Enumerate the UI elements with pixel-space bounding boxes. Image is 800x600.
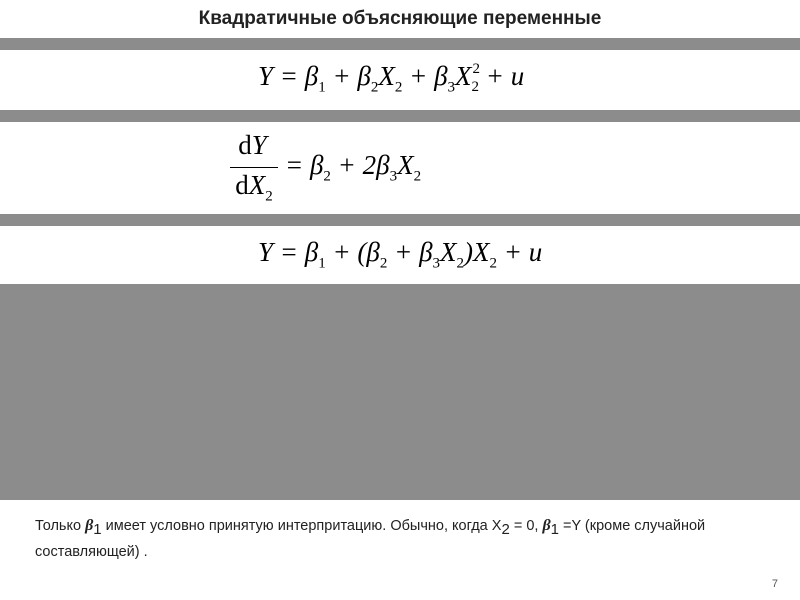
beta-1-sub-2: 1	[550, 520, 559, 538]
beta-1-symbol: β	[85, 517, 94, 534]
note-text-3: = 0,	[509, 518, 543, 534]
note-text-4: =Y (кроме случайной составляющей) .	[35, 518, 706, 560]
beta-1-sub: 1	[93, 520, 102, 538]
equation-strip-model	[0, 50, 800, 110]
slide-title: Квадратичные объясняющие переменные	[198, 8, 602, 29]
equation-rewritten: $Y = \beta_1 + (\beta_2 + \beta_3X_2)X_2 + u$	[258, 237, 543, 272]
interpretation-note	[35, 514, 775, 564]
page-number: 7	[771, 578, 778, 590]
x-2-sub: 2	[501, 520, 510, 538]
beta-1-symbol-2: β	[542, 517, 551, 534]
equation-model: $Y = \beta_1 + \beta_2X_2 + \beta_3X_{2 2}$ + u	[258, 61, 525, 96]
equation-strip-derivative: dY $dX_2$ = $\beta_2 + 2\beta_3X_2$	[0, 122, 800, 214]
note-text-2: имеет условно принятую интерпритацию. Обычно, когда X	[101, 518, 502, 534]
note-text-1: Только	[35, 518, 86, 534]
equation-strip-rewritten	[0, 226, 800, 284]
